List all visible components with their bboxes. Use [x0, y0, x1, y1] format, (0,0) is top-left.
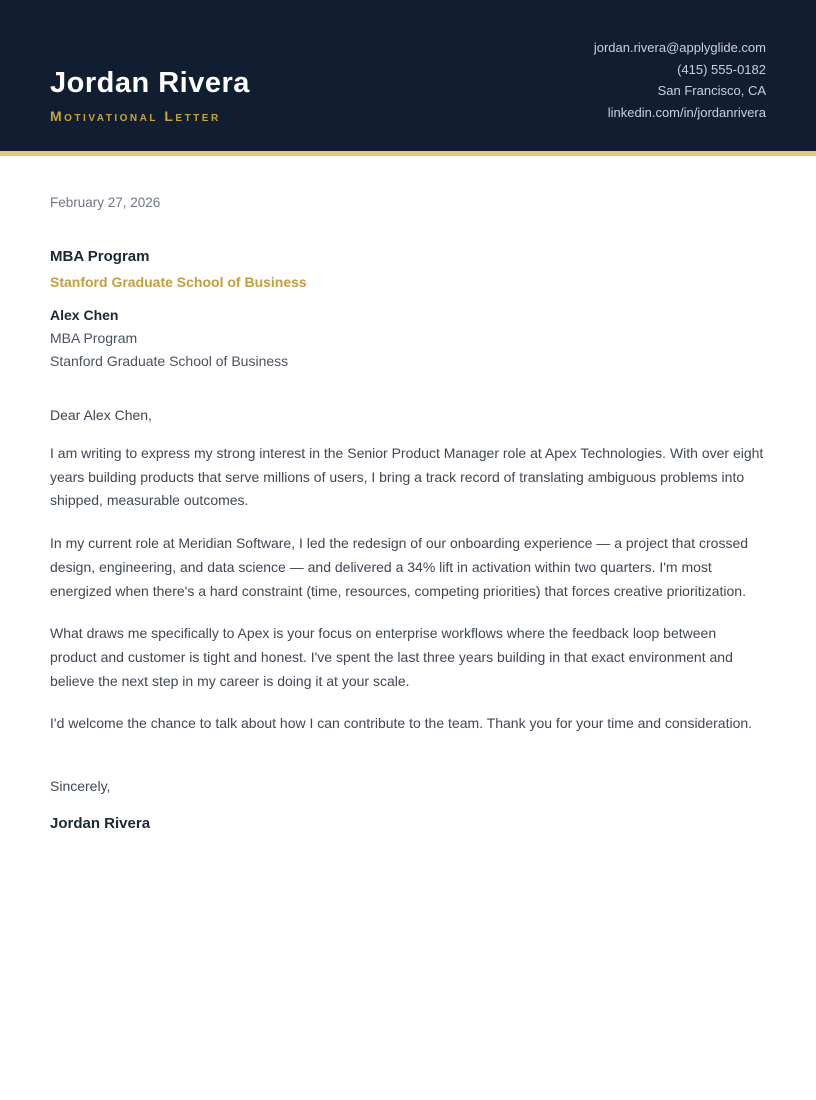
letter-paragraph-1: I am writing to express my strong interest in the Senior Product Manager role at Apex Technologies. With over eight years building products that serve millions of users, I bring a track record of translating ambiguous problems into shipped, measurable outcomes.	[50, 445, 764, 509]
letter-body	[0, 156, 816, 832]
recipient-program: MBA Program	[50, 330, 138, 346]
contact-linkedin: linkedin.com/in/jordanrivera	[607, 104, 766, 120]
salutation: Dear Alex Chen,	[50, 407, 152, 423]
recipient-organization-block	[50, 248, 766, 290]
contact-info-block	[594, 37, 766, 123]
recipient-details-block	[50, 304, 766, 373]
signature-name: Jordan Rivera	[50, 815, 151, 833]
letter-paragraph-3: What draws me specifically to Apex is your focus on enterprise workflows where the feedback loop between product and customer is tight and honest. I've spent the last three years building in that exact environment and believe the next step in my career is doing it at your scale.	[50, 625, 733, 689]
letter-date: February 27, 2026	[50, 195, 161, 210]
contact-phone: (415) 555-0182	[677, 61, 766, 77]
document-type-label: Motivational Letter	[50, 108, 221, 124]
sender-name: Jordan Rivera	[50, 67, 250, 100]
contact-email: jordan.rivera@applyglide.com	[593, 40, 766, 55]
letter-paragraph-2: In my current role at Meridian Software, I led the redesign of our onboarding experience — a project that crossed design, engineering, and data science — and delivered a 34% lift in activation within two quarters. I'm most energized when there's a hard constraint (time, resources, competing priorities) that forces creative prioritization.	[50, 535, 749, 599]
recipient-name: Alex Chen	[50, 307, 119, 323]
letter-header	[0, 0, 816, 156]
closing-valediction: Sincerely,	[50, 778, 111, 795]
letter-paragraph-4: I'd welcome the chance to talk about how I can contribute to the team. Thank you for your time and consideration.	[50, 715, 753, 732]
organization-program-title: MBA Program	[50, 248, 150, 265]
sender-identity	[50, 68, 250, 123]
organization-school-title: Stanford Graduate School of Business	[50, 274, 307, 290]
contact-location: San Francisco, CA	[657, 83, 766, 98]
recipient-school: Stanford Graduate School of Business	[50, 353, 289, 369]
